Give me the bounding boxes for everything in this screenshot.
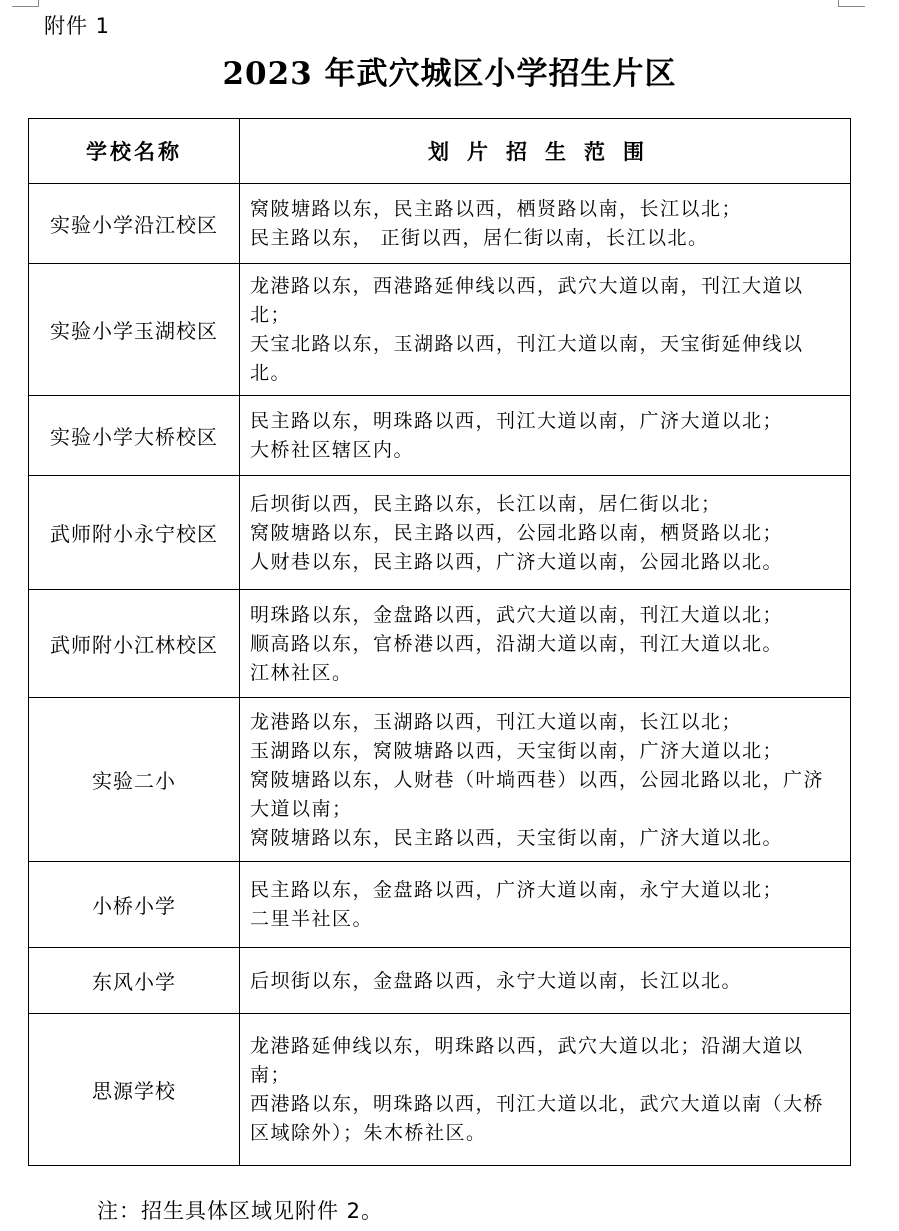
- scope-line: 江林社区。: [250, 661, 353, 684]
- school-name-cell: 实验小学大桥校区: [29, 396, 240, 476]
- table-row: [29, 184, 851, 264]
- table-row: [29, 264, 851, 396]
- scope-line: 民主路以东， 正街以西，居仁街以南，长江以北。: [250, 227, 709, 249]
- scope-line: 后坝街以东，金盘路以西，永宁大道以南，长江以北。: [250, 969, 743, 992]
- scope-line: 民主路以东，明珠路以西，刊江大道以南，广济大道以北；: [250, 410, 784, 432]
- header-school-name: 学校名称: [29, 119, 240, 184]
- enrollment-zone-table: [28, 118, 851, 1166]
- scope-line: 龙港路延伸线以东，明珠路以西，武穴大道以北；沿湖大道以南；: [250, 1035, 804, 1086]
- page-corner-mark-left: [12, 0, 39, 7]
- scope-line: 窝陂塘路以东，人财巷（叶埫西巷）以西，公园北路以北，广济大道以南；: [250, 768, 825, 820]
- footnote: 注：招生具体区域见附件 2。: [97, 1199, 384, 1223]
- attachment-label: 附件 1: [44, 14, 111, 38]
- scope-line: 玉湖路以东，窝陂塘路以西，天宝街以南，广济大道以北；: [250, 739, 784, 762]
- page-corner-mark-right: [838, 0, 865, 7]
- scope-line: 天宝北路以东，玉湖路以西，刊江大道以南，天宝街延伸线以北。: [250, 333, 804, 384]
- scope-cell: [240, 396, 851, 476]
- scope-cell: [240, 476, 851, 590]
- scope-line: 顺高路以东，官桥港以西，沿湖大道以南，刊江大道以北。: [250, 632, 784, 655]
- school-name-cell: 武师附小永宁校区: [29, 476, 240, 590]
- scope-line: 窝陂塘路以东，民主路以西，栖贤路以南，长江以北；: [250, 198, 743, 220]
- header-scope: 划片招生范围: [240, 119, 851, 184]
- table-row: [29, 396, 851, 476]
- table-row: [29, 948, 851, 1014]
- school-name-cell: 东风小学: [29, 948, 240, 1014]
- scope-line: 民主路以东，金盘路以西，广济大道以南，永宁大道以北；: [250, 879, 784, 901]
- table-row: [29, 476, 851, 590]
- scope-line: 龙港路以东，西港路延伸线以西，武穴大道以南，刊江大道以北；: [250, 275, 804, 326]
- school-name-cell: 小桥小学: [29, 862, 240, 948]
- scope-line: 后坝街以西，民主路以东，长江以南，居仁街以北；: [250, 492, 722, 515]
- table-row: [29, 862, 851, 948]
- scope-cell: [240, 862, 851, 948]
- scope-cell: [240, 1014, 851, 1166]
- scope-line: 二里半社区。: [250, 908, 374, 930]
- scope-cell: [240, 698, 851, 862]
- scope-line: 窝陂塘路以东，民主路以西，公园北路以南，栖贤路以北；: [250, 521, 784, 544]
- scope-line: 明珠路以东，金盘路以西，武穴大道以南，刊江大道以北；: [250, 603, 784, 626]
- scope-line: 西港路以东，明珠路以西，刊江大道以北，武穴大道以南（大桥区域除外）；朱木桥社区。: [250, 1093, 825, 1144]
- scope-cell: [240, 948, 851, 1014]
- scope-line: 窝陂塘路以东，民主路以西，天宝街以南，广济大道以北。: [250, 826, 784, 849]
- school-name-cell: 武师附小江林校区: [29, 590, 240, 698]
- school-name-cell: 实验小学沿江校区: [29, 184, 240, 264]
- document-title: 2023 年武穴城区小学招生片区: [222, 56, 677, 92]
- school-name-cell: 实验二小: [29, 698, 240, 862]
- table-header-row: [29, 119, 851, 184]
- scope-line: 人财巷以东，民主路以西，广济大道以南，公园北路以北。: [250, 550, 784, 573]
- school-name-cell: 实验小学玉湖校区: [29, 264, 240, 396]
- scope-line: 龙港路以东，玉湖路以西，刊江大道以南，长江以北；: [250, 710, 743, 733]
- school-name-cell: 思源学校: [29, 1014, 240, 1166]
- scope-line: 大桥社区辖区内。: [250, 439, 415, 461]
- scope-cell: [240, 264, 851, 396]
- scope-cell: [240, 184, 851, 264]
- table-row: [29, 590, 851, 698]
- table-row: [29, 1014, 851, 1166]
- table-row: [29, 698, 851, 862]
- scope-cell: [240, 590, 851, 698]
